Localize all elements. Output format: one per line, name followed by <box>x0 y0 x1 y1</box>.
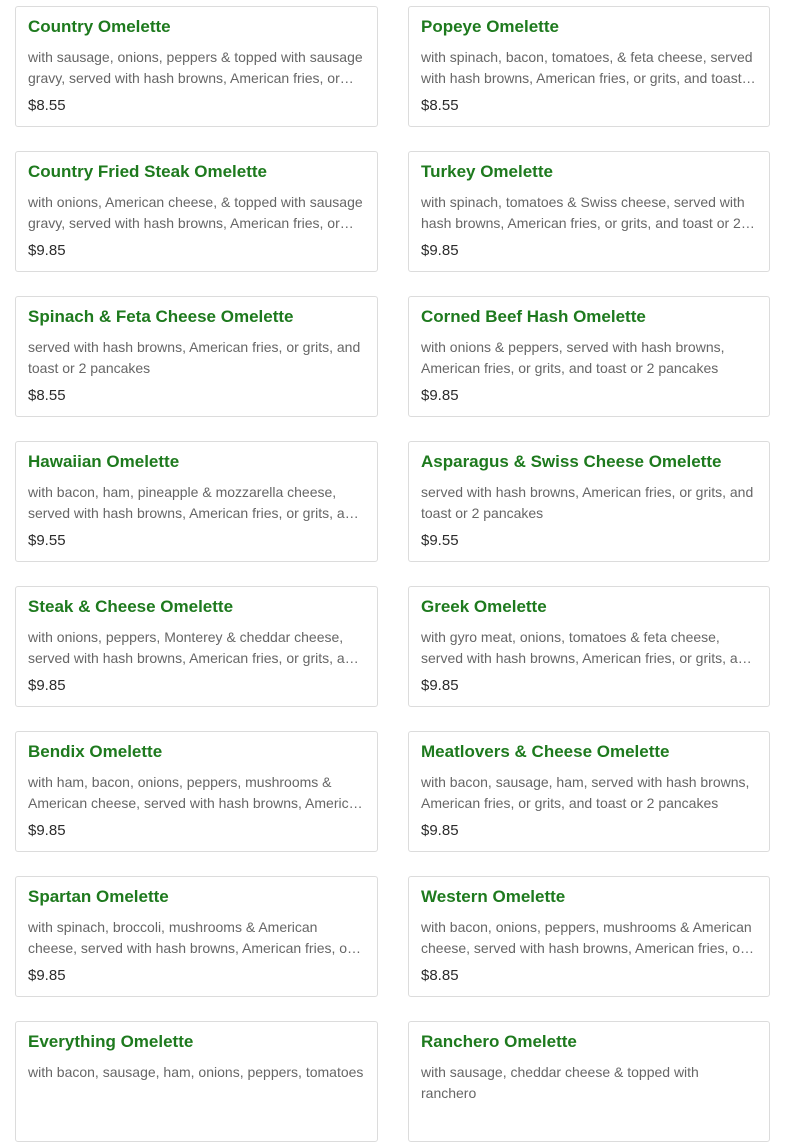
item-name: Asparagus & Swiss Cheese Omelette <box>421 452 722 471</box>
menu-item-card[interactable] <box>15 586 378 707</box>
menu-grid <box>15 6 770 1142</box>
item-name: Popeye Omelette <box>421 17 559 36</box>
item-name: Spinach & Feta Cheese Omelette <box>28 307 294 326</box>
menu-item-card[interactable] <box>408 296 770 417</box>
item-name: Steak & Cheese Omelette <box>28 597 234 616</box>
item-description: with gyro meat, onions, tomatoes & feta cheese, served with hash browns, American fries, or grits, and <box>421 629 754 666</box>
item-description: with sausage, onions, peppers & topped with sausage gravy, served with hash browns, American fries, or <box>28 49 363 86</box>
item-price: $9.55 <box>28 532 66 549</box>
item-price: $8.55 <box>421 97 459 114</box>
menu-item-card[interactable] <box>408 586 770 707</box>
item-description: with bacon, onions, peppers, mushrooms & American cheese, served with hash browns, American fries, or <box>421 919 752 956</box>
item-name: Ranchero Omelette <box>421 1032 577 1051</box>
item-price: $8.55 <box>28 387 66 404</box>
menu-item-card[interactable] <box>15 731 378 852</box>
menu-item-card[interactable] <box>15 441 378 562</box>
menu-item-card[interactable] <box>15 151 378 272</box>
item-price: $9.55 <box>421 532 459 549</box>
item-price: $9.85 <box>421 822 459 839</box>
item-name: Bendix Omelette <box>28 742 163 761</box>
item-description: served with hash browns, American fries, or grits, and toast or 2 pancakes <box>28 339 361 376</box>
item-description: served with hash browns, American fries, or grits, and toast or 2 pancakes <box>421 484 754 521</box>
item-price: $9.85 <box>28 822 66 839</box>
item-description: with onions & peppers, served with hash browns, American fries, or grits, and toast or 2 pancakes <box>421 339 725 376</box>
item-name: Country Omelette <box>28 17 171 36</box>
item-description: with bacon, ham, pineapple & mozzarella cheese, served with hash browns, American fries, or grits, and <box>28 484 361 521</box>
item-price: $9.85 <box>421 242 459 259</box>
menu-item-card[interactable] <box>15 1021 378 1142</box>
item-name: Hawaiian Omelette <box>28 452 180 471</box>
item-price: $9.85 <box>421 387 459 404</box>
menu-item-card[interactable] <box>408 876 770 997</box>
item-description: with spinach, broccoli, mushrooms & American cheese, served with hash browns, American fries, or <box>28 919 352 956</box>
menu-item-card[interactable] <box>15 876 378 997</box>
item-name: Western Omelette <box>421 887 566 906</box>
item-name: Corned Beef Hash Omelette <box>421 307 646 326</box>
item-price: $9.85 <box>28 967 66 984</box>
item-description: with ham, bacon, onions, peppers, mushrooms & American cheese, served with hash browns, American <box>28 774 365 811</box>
item-price: $8.85 <box>421 967 459 984</box>
item-description: with onions, American cheese, & topped with sausage gravy, served with hash browns, American fries, or <box>28 194 363 231</box>
item-name: Everything Omelette <box>28 1032 194 1051</box>
item-name: Spartan Omelette <box>28 887 169 906</box>
item-price: $8.55 <box>28 97 66 114</box>
menu-item-card[interactable] <box>408 731 770 852</box>
menu-item-card[interactable] <box>15 6 378 127</box>
item-name: Meatlovers & Cheese Omelette <box>421 742 670 761</box>
item-name: Country Fried Steak Omelette <box>28 162 268 181</box>
item-description: with spinach, tomatoes & Swiss cheese, served with hash browns, American fries, or grits, and toast or 2 <box>421 194 745 231</box>
menu-item-card[interactable] <box>408 151 770 272</box>
menu-item-card[interactable] <box>15 296 378 417</box>
menu-item-card[interactable] <box>408 441 770 562</box>
menu-item-card[interactable] <box>408 1021 770 1142</box>
item-description: with spinach, bacon, tomatoes, & feta cheese, served with hash browns, American fries, or grits, and toast <box>421 49 753 86</box>
item-name: Turkey Omelette <box>421 162 553 181</box>
item-name: Greek Omelette <box>421 597 547 616</box>
item-description: with bacon, sausage, ham, onions, peppers, tomatoes <box>28 1064 364 1080</box>
item-price: $9.85 <box>421 677 459 694</box>
item-description: with bacon, sausage, ham, served with hash browns, American fries, or grits, and toast or 2 pancakes <box>421 774 750 811</box>
item-price: $9.85 <box>28 242 66 259</box>
item-price: $9.85 <box>28 677 66 694</box>
item-description: with onions, peppers, Monterey & cheddar cheese, served with hash browns, American fries, or grits, and <box>28 629 361 666</box>
menu-item-card[interactable] <box>408 6 770 127</box>
item-description: with sausage, cheddar cheese & topped with ranchero <box>421 1064 699 1101</box>
